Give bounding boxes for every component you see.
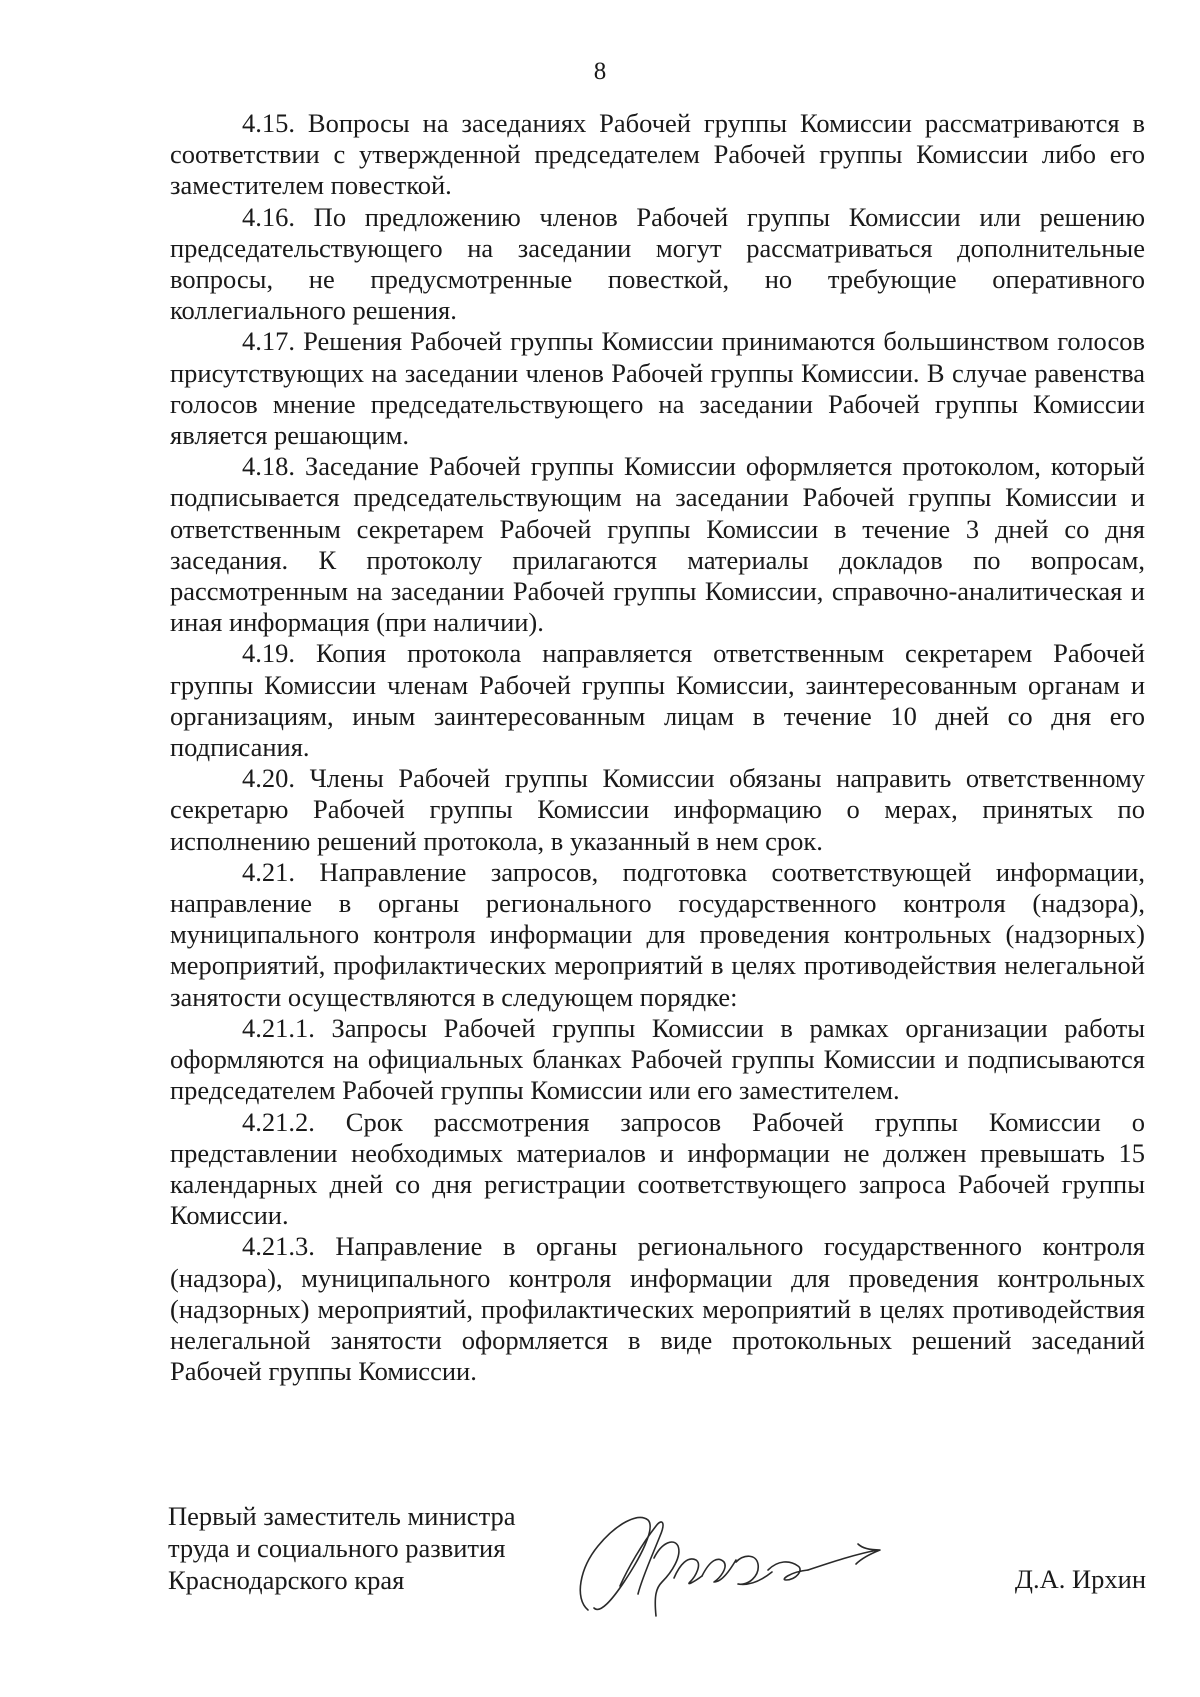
- signatory-title: [168, 1500, 516, 1596]
- paragraph-4-20: 4.20. Члены Рабочей группы Комиссии обязаны направить ответственному секретарю Рабочей группы Комиссии информацию о мерах, принятых по исполнению решений протокола, в указанный в нем срок.: [170, 763, 1145, 856]
- signatory-title-line: труда и социального развития: [168, 1533, 506, 1563]
- paragraph-4-16: 4.16. По предложению членов Рабочей группы Комиссии или решению председательствующего на заседании могут рассматриваться дополнительные вопросы, не предусмотренные повесткой, но требующие оперативного коллегиального решения.: [170, 201, 1145, 326]
- paragraph-4-21-3: 4.21.3. Направление в органы регионального государственного контроля (надзора), муниципального контроля информации для проведения контрольных (надзорных) мероприятий, профилактических мероприятий в целях противодействия нелегальной занятости оформляется в виде протокольных решений заседаний Рабочей группы Комиссии.: [170, 1231, 1145, 1387]
- paragraph-4-18: 4.18. Заседание Рабочей группы Комиссии оформляется протоколом, который подписывается председательствующим на заседании Рабочей группы Комиссии и ответственным секретарем Рабочей группы Комиссии в течение 3 дней со дня заседания. К протоколу прилагаются материалы докладов по вопросам, рассмотренным на заседании Рабочей группы Комиссии, справочно-аналитическая и иная информация (при наличии).: [170, 451, 1145, 638]
- document-body: [170, 108, 1145, 1387]
- paragraph-4-15: 4.15. Вопросы на заседаниях Рабочей группы Комиссии рассматриваются в соответствии с утвержденной председателем Рабочей группы Комиссии либо его заместителем повесткой.: [170, 108, 1145, 201]
- signature-block: [168, 1500, 1158, 1640]
- signatory-title-line: Краснодарского края: [168, 1565, 405, 1595]
- paragraph-4-19: 4.19. Копия протокола направляется ответственным секретарем Рабочей группы Комиссии членам Рабочей группы Комиссии, заинтересованным органам и организациям, иным заинтересованным лицам в течение 10 дней со дня его подписания.: [170, 638, 1145, 763]
- paragraph-4-17: 4.17. Решения Рабочей группы Комиссии принимаются большинством голосов присутствующих на заседании членов Рабочей группы Комиссии. В случае равенства голосов мнение председательствующего на заседании Рабочей группы Комиссии является решающим.: [170, 326, 1145, 451]
- handwritten-signature: [558, 1498, 908, 1628]
- signatory-title-line: Первый заместитель министра: [168, 1501, 516, 1531]
- signatory-name: Д.А. Ирхин: [1014, 1564, 1146, 1594]
- paragraph-4-21-2: 4.21.2. Срок рассмотрения запросов Рабочей группы Комиссии о представлении необходимых материалов и информации не должен превышать 15 календарных дней со дня регистрации соответствующего запроса Рабочей группы Комиссии.: [170, 1106, 1145, 1231]
- paragraph-4-21-1: 4.21.1. Запросы Рабочей группы Комиссии в рамках организации работы оформляются на официальных бланках Рабочей группы Комиссии и подписываются председателем Рабочей группы Комиссии или его заместителем.: [170, 1012, 1145, 1106]
- paragraph-4-21: 4.21. Направление запросов, подготовка соответствующей информации, направление в органы регионального государственного контроля (надзора), муниципального контроля информации для проведения контрольных (надзорных) мероприятий, профилактических мероприятий в целях противодействия нелегальной занятости осуществляются в следующем порядке:: [170, 856, 1145, 1012]
- page-number: 8: [593, 58, 607, 85]
